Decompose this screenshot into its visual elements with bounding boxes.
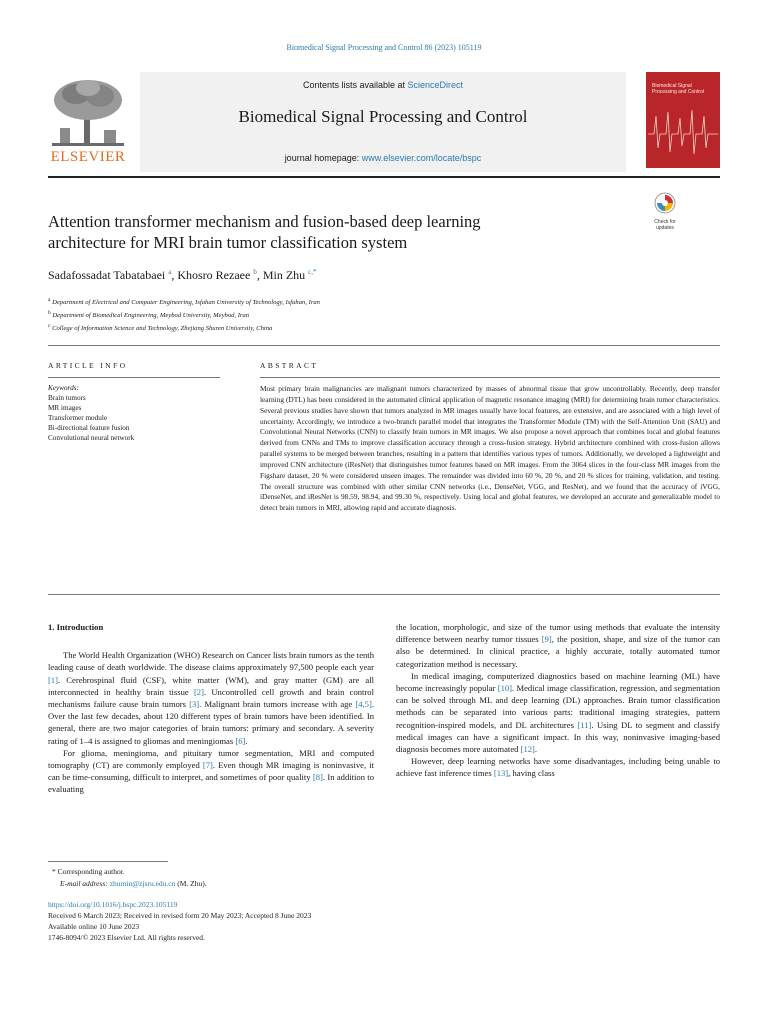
affiliation: $^a$ Department of Electrical and Computer Engineering, Isfahan University of Technology, Isfahan, Iran <box>48 297 320 307</box>
paragraph-text: the location, morphologic, and size of the tumor using methods that evaluate the intensity difference between nearby tumor tissues <box>396 622 720 645</box>
cover-title: Biomedical Signal Processing and Control <box>652 83 704 95</box>
paragraph-text: . Malignant brain tumors increase with age <box>199 699 356 710</box>
email-label: E-mail address: <box>60 879 108 888</box>
publication-info <box>48 899 311 943</box>
keyword: MR images <box>48 403 82 412</box>
email-suffix: (M. Zhu). <box>177 879 207 888</box>
check-for-updates-badge[interactable] <box>648 192 682 230</box>
citation-link[interactable]: [8] <box>312 772 323 783</box>
paragraph-text: However, deep learning networks have some disadvantages, including being unable to achieve fast inference times <box>396 756 720 779</box>
author-name: Sadafossadat Tabatabaei <box>48 268 166 282</box>
check-updates-line-1: Check for <box>654 219 676 225</box>
paragraph-text: . Medical image classification, regression, and segmentation can be solved through ML and deep learning (DL) approaches. Brain tumor classification methods can be separated into various parts: traditional imaging strategies, pattern recognition-inspired models, and DL architectures <box>396 683 720 730</box>
body-rule <box>48 594 720 595</box>
paragraph-text: In medical imaging, computerized diagnostics based on machine learning (ML) have become increasingly popular <box>396 670 720 694</box>
citation-link[interactable]: [4,5] <box>355 699 372 710</box>
homepage-line <box>140 153 626 163</box>
available-online: Available online 10 June 2023 <box>48 922 140 931</box>
citation-link[interactable]: [2] <box>193 686 204 697</box>
author-affiliation-ref[interactable]: c,* <box>308 268 317 276</box>
citation-link[interactable]: [10] <box>497 683 513 694</box>
author-list: Sadafossadat Tabatabaei $^a$, Khosro Rezaee $^b$, Min Zhu $^{c,*}$ <box>48 268 317 282</box>
doi-link[interactable]: https://doi.org/10.1016/j.bspc.2023.105119 <box>48 900 178 909</box>
paragraph <box>48 747 374 796</box>
corresponding-author-note: * Corresponding author. <box>52 867 125 876</box>
abstract-heading: ABSTRACT <box>260 361 319 370</box>
paragraph <box>396 621 720 670</box>
keyword: Transformer module <box>48 413 108 422</box>
citation-link[interactable]: [11] <box>577 719 592 730</box>
section-rule <box>48 345 720 346</box>
citation-link[interactable]: [12] <box>520 744 535 755</box>
contents-line <box>140 80 626 90</box>
citation-link[interactable]: [13] <box>493 768 509 779</box>
paragraph <box>48 649 374 747</box>
paragraph-text: The World Health Organization (WHO) Research on Cancer lists brain tumors as the tenth leading cause of death worldwide. The disease claims approximately 97,500 people each year <box>48 650 374 673</box>
check-updates-line-2: updates <box>656 225 674 231</box>
paragraph-text: , the position, shape, and size of the tumor can also be determined. In clinical practice, a highly accurate, totally automated tumor categorization method is necessary. <box>396 634 721 669</box>
title-line: Attention transformer mechanism and fusion-based deep learning <box>48 212 481 231</box>
paragraph <box>396 670 720 755</box>
paragraph-text: . Uncontrolled cell growth and brain control mechanisms failure cause brain tumors <box>48 686 374 710</box>
title-line: architecture for MRI brain tumor classification system <box>48 233 408 252</box>
paragraph-text: . Over the last few decades, about 120 different types of brain tumors have been identified. In general, there are two major categories of brain tumors: primary and secondary. A severity rating of 1–4 is assigned to gliomas and meningiomas <box>48 699 374 746</box>
contents-prefix: Contents lists available at <box>302 80 408 90</box>
paragraph <box>396 755 720 779</box>
citation-link[interactable]: [6] <box>235 735 246 746</box>
article-info-heading: ARTICLE INFO <box>48 361 128 370</box>
author-affiliation-ref[interactable]: b <box>253 268 257 276</box>
citation-link[interactable]: [9] <box>541 634 552 645</box>
publisher-wordmark: ELSEVIER <box>50 149 126 165</box>
author-affiliation-ref[interactable]: a <box>168 268 172 276</box>
paragraph-text: For glioma, meningioma, and pituitary tumor segmentation, MRI and computed tomography (CT) are commonly employed <box>48 747 374 771</box>
running-head[interactable]: Biomedical Signal Processing and Control 86 (2023) 105119 <box>286 43 482 52</box>
footnote <box>52 866 207 890</box>
sciencedirect-link[interactable]: ScienceDirect <box>407 80 464 90</box>
homepage-prefix: journal homepage: <box>284 153 362 163</box>
paragraph-text: . Using DL to segment and classify medical images can have a significant impact. In this way, noninvasive imaging-based diagnosis becomes more automated <box>396 719 720 755</box>
paragraph-text: . <box>534 744 538 755</box>
keyword: Bi-directional feature fusion <box>48 423 130 432</box>
affiliation: $^c$ College of Information Science and Technology, Zhejiang Shuren University, China <box>48 323 273 333</box>
author-name: Min Zhu <box>262 268 306 282</box>
keyword: Convolutional neural network <box>48 433 135 442</box>
article-info-rule <box>48 377 220 378</box>
citation-link[interactable]: [1] <box>48 674 59 685</box>
footnote-rule <box>48 861 168 862</box>
check-updates-icon <box>654 192 676 214</box>
affiliation: $^b$ Department of Biomedical Engineering, Meybod University, Meybod, Iran <box>48 310 250 320</box>
keywords-label: Keywords: <box>48 384 79 392</box>
email-note <box>52 878 207 890</box>
journal-title: Biomedical Signal Processing and Control <box>238 107 528 126</box>
abstract-rule <box>260 377 720 378</box>
citation-link[interactable]: [7] <box>202 760 213 771</box>
citation-link[interactable]: [3] <box>189 699 200 710</box>
journal-cover[interactable] <box>646 72 720 168</box>
received-dates: Received 6 March 2023; Received in revised form 20 May 2023; Accepted 8 June 2023 <box>48 911 312 920</box>
affiliation-list <box>48 295 320 335</box>
copyright: 1746-8094/© 2023 Elsevier Ltd. All rights reserved. <box>48 933 205 942</box>
abstract-text: Most primary brain malignancies are malignant tumors characterized by masses of abnormal tissue that grow uncontrollably. Recently, deep transfer learning (DTL) has been considered in the automated clinical application of magnetic resonance imaging (MRI) for determining brain tumor characteristics. Several previous studies have shown that tumors analyzed in MR images usually have local features, are extensive, and are associated with a high level of uncertainty. Accordingly, we introduce a two-branch parallel model that integrates the Transformer Module (TM) with the Self-Attention Unit (SAU) and Convolutional Neural Networks (CNN) to classify brain tumors in MR images. We also propose a novel approach that combines local and global features derived from CNNs and TMs to improve classification accuracy through a cross-fusion strategy. Hybrid architecture combined with cross-fusion allows parallel systems to be merged between branches, resulting in a pattern that identifies various types of tumors. Additionally, we developed a lightweight and improved CNN architecture (iResNet) that distinguishes tumor features based on MR images. From the 3064 slices in the four-class MR images from the Figshare dataset, 20 % were considered unseen images. The remainder was divided into 60 %, 20 %, and 20 % slices for training, validation, and testing. The overall structure was combined with other similar CNN networks (i.e., DenseNet, VGG, and ResNet), and we found that the accuracy of iVGG, iDenseNet, and iResNet is 98.59, 98.94, and 99.30 %, respectively. Using local and global features, we developed an accurate and generalizable model to detect brain tumors in MRI, allowing rapid and accurate diagnosis. <box>260 384 720 513</box>
paragraph-text: . Even though MR imaging is noninvasive, it can be time-consuming, difficult to interpret, and sometimes of poor quality <box>48 760 374 783</box>
journal-homepage-link[interactable]: www.elsevier.com/locate/bspc <box>361 153 482 163</box>
paragraph-text: . In addition to evaluating <box>48 772 374 795</box>
body-column-right <box>396 621 720 780</box>
email-link[interactable]: zhumin@zjsru.edu.cn <box>109 879 176 888</box>
paragraph-text: . <box>245 735 248 746</box>
article-title <box>48 211 608 253</box>
paragraph-text: , having class <box>508 768 555 779</box>
keyword: Brain tumors <box>48 393 86 402</box>
header-rule <box>48 176 720 178</box>
keywords-block <box>48 384 248 443</box>
section-title: 1. Introduction <box>48 622 104 632</box>
body-column-left <box>48 621 374 796</box>
paragraph-text: . Cerebrospinal fluid (CSF), white matter (WM), and gray matter (GM) are all interconnected in healthy brain tissue <box>48 674 374 697</box>
author-name: Khosro Rezaee <box>177 268 251 282</box>
